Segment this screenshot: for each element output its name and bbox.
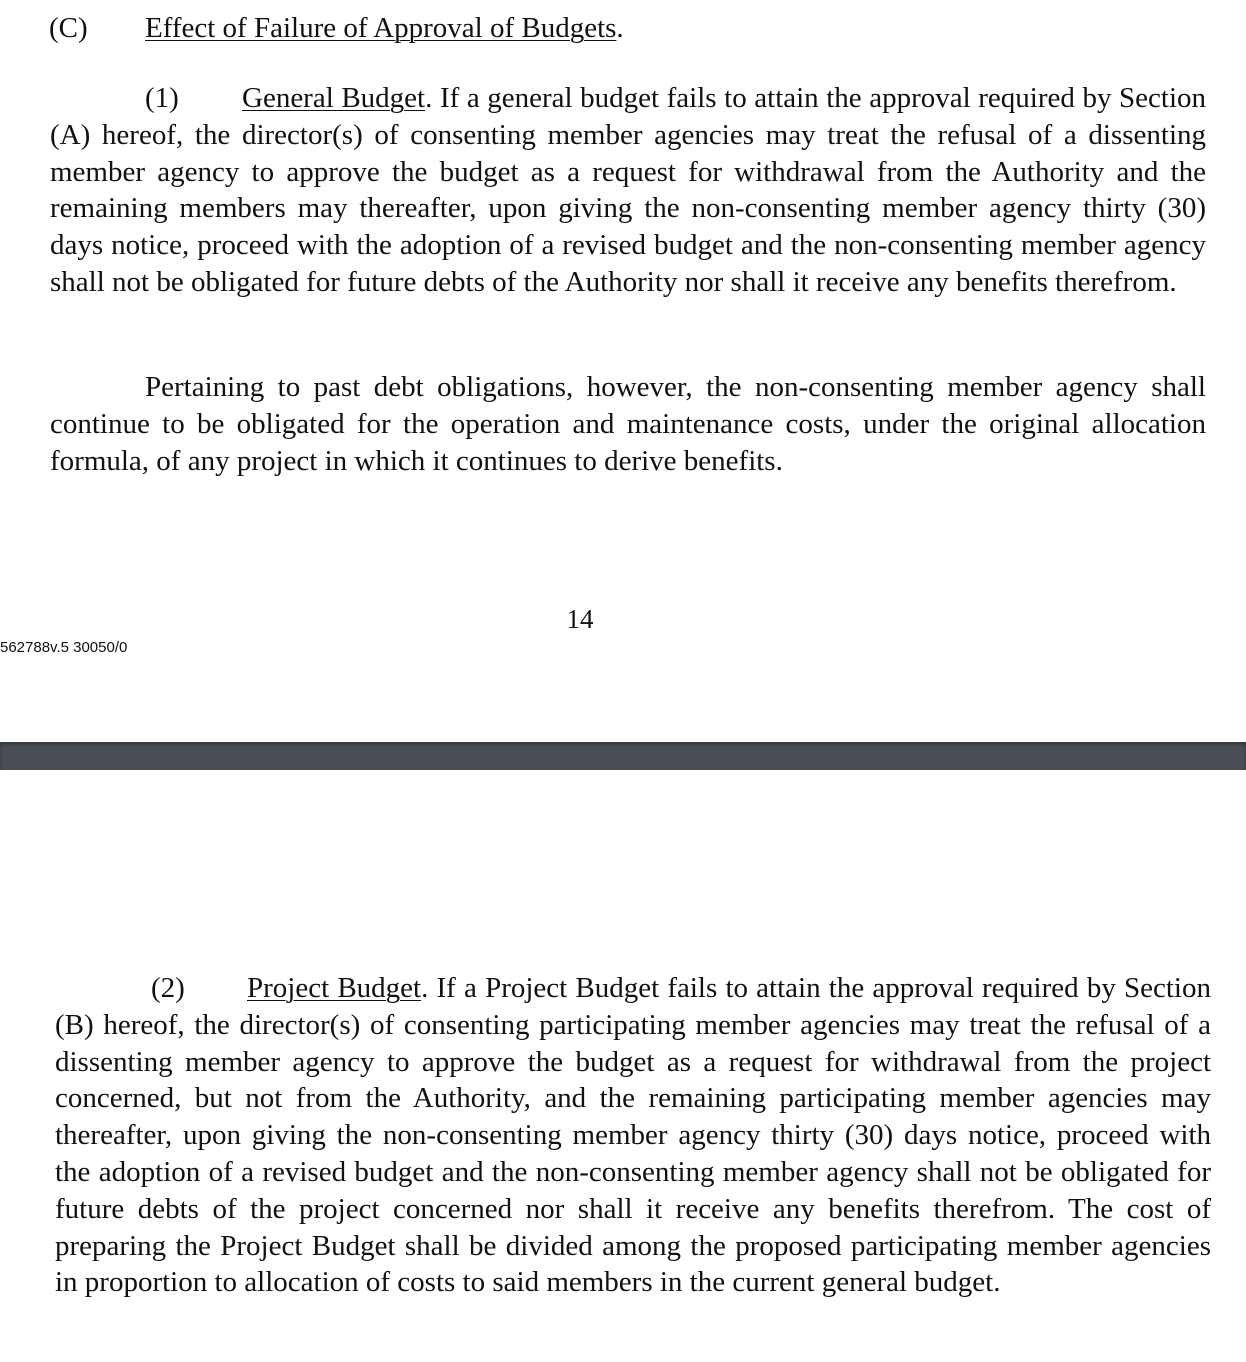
section-label: (C): [49, 12, 88, 44]
document-id: 562788v.5 30050/0: [0, 639, 128, 656]
page-number: 14: [566, 604, 594, 634]
general-budget-number: (1): [145, 82, 179, 114]
section-title: Effect of Failure of Approval of Budgets: [145, 12, 617, 44]
page-separator: [0, 742, 1246, 770]
project-budget-text: . If a Project Budget fails to attain the approval required by Section (B) hereof, the director(s) of consenting participating member agencies may treat the refusal of a dissenting member agency to approve the budget as a request for withdrawal from the project concerned, but not from the Authority, and the remaining participating member agencies may thereafter, upon giving the non-consenting member agency thirty (30) days notice, proceed with the adoption of a revised budget and the non-consenting member agency shall not be obligated for future debts of the project concerned nor shall it receive any benefits therefrom. The cost of preparing the Project Budget shall be divided among the proposed participating member agencies in proportion to allocation of costs to said members in the current general budget.: [55, 972, 1211, 1299]
general-budget-text: . If a general budget fails to attain the approval required by Section (A) hereof, the director(s) of consenting member agencies may treat the refusal of a dissenting member agency to approve the budget as a request for withdrawal from the Authority and the remaining members may thereafter, upon giving the non-consenting member agency thirty (30) days notice, proceed with the adoption of a revised budget and the non-consenting member agency shall not be obligated for future debts of the Authority nor shall it receive any benefits therefrom.: [50, 82, 1206, 298]
past-debt-paragraph: Pertaining to past debt obligations, however, the non-consenting member agency shall continue to be obligated for the operation and maintenance costs, under the original allocation formula, of any project in which it continues to derive benefits.: [50, 371, 1206, 477]
project-budget-number: (2): [151, 972, 185, 1004]
section-heading: [49, 10, 624, 46]
project-budget-title: Project Budget: [247, 972, 422, 1004]
general-budget-paragraph: [50, 80, 1206, 301]
general-budget-title: General Budget: [242, 82, 426, 114]
section-title-punct: .: [616, 12, 624, 44]
project-budget-paragraph: [55, 970, 1211, 1301]
